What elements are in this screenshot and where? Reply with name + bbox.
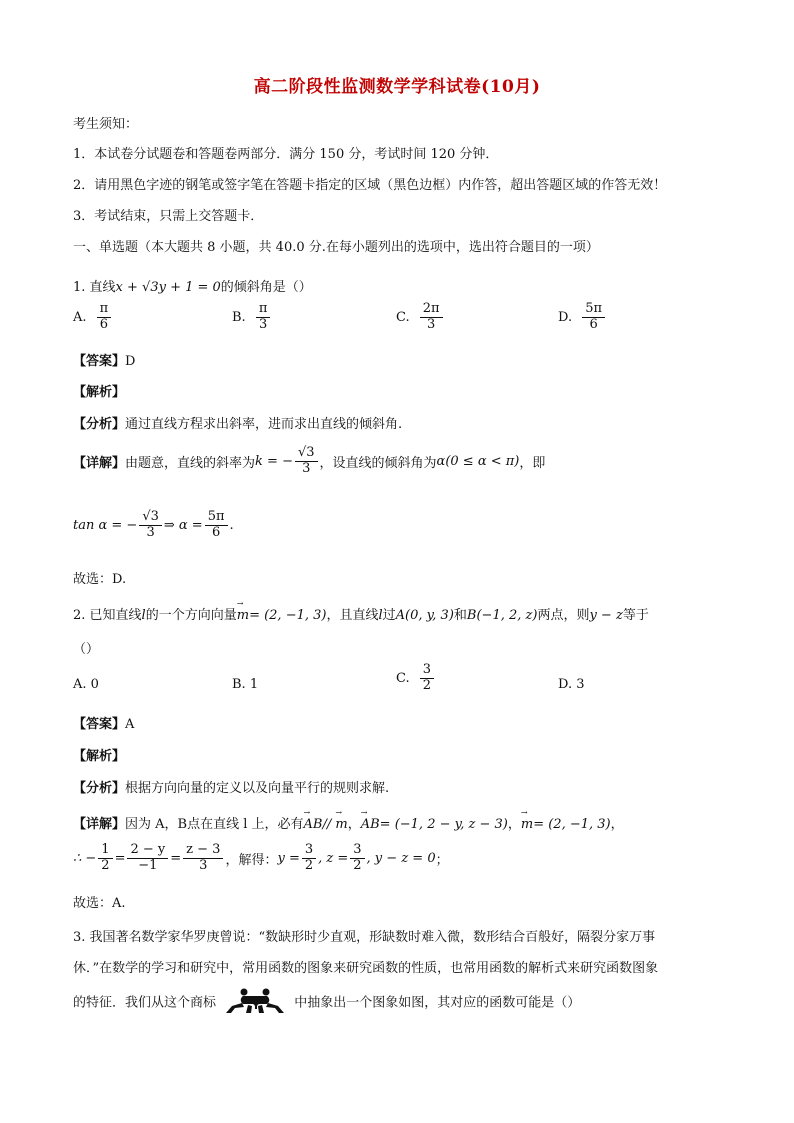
eq-sign: = (114, 850, 126, 866)
frac-num: √3 (295, 446, 318, 462)
notice-item-1: 1．本试卷分试题卷和答题卷两部分．满分 150 分，考试时间 120 分钟． (73, 147, 499, 162)
q2-conclusion: 故选：A. (73, 896, 126, 911)
y-eq: y = (277, 850, 300, 866)
q1-equation: x + √3y + 1 = 0 (115, 280, 221, 295)
kappa-logo-icon (224, 988, 286, 1014)
section-heading: 一、单选题（本大题共 8 小题，共 40.0 分.在每小题列出的选项中，选出符合题目的一项） (73, 240, 599, 255)
q3-line-2: 休．”在数学的学习和研究中，常用函数的图象来研究函数的性质，也常用函数的解析式来研究函数图象 (73, 961, 659, 976)
q2-fenxi (73, 777, 389, 796)
frac-num: 3 (302, 843, 316, 859)
q2-analysis-tag: 【解析】 (73, 749, 126, 764)
notice-item-3: 3．考试结束，只需上交答题卡． (73, 209, 264, 224)
vector-ab-2: → AB (361, 817, 380, 832)
xiangjie-tag: 【详解】 (73, 817, 126, 832)
q2-point-b: B(−1, 2, z) (466, 608, 538, 623)
q2-text-c: ，且直线 (326, 608, 379, 623)
q1-xiangjie (73, 446, 545, 477)
option-label: B. (232, 309, 246, 325)
frac-den: 3 (427, 316, 436, 332)
q3-line-3 (73, 988, 580, 1014)
q2-text-e: 和 (453, 608, 467, 623)
frac-den: 3 (302, 460, 311, 476)
q2-option-a (73, 677, 99, 692)
frac-den: 6 (211, 524, 221, 540)
answer-value: D (125, 354, 136, 369)
xiangjie-text-b: ，设直线的倾斜角为 (319, 455, 437, 471)
option-label: B. (232, 677, 246, 692)
option-label: D. (558, 309, 573, 325)
q1-option-a (73, 302, 113, 333)
tan-end: . (229, 517, 234, 533)
xiangjie-text-a: 因为 A，B点在直线 l 上，必有 (125, 817, 304, 832)
page-title: 高二阶段性监测数学学科试卷(10月) (253, 77, 541, 97)
q2-vector-m-value: = (2, −1, 3) (249, 608, 327, 623)
xiangjie-text-d: ， (610, 817, 624, 832)
frac-num: 5π (582, 302, 605, 318)
xiangjie-text-c: ， (507, 817, 521, 832)
frac-num: 2 − y (127, 843, 168, 859)
q3-text-b: 中抽象出一个图象如图，其对应的函数可能是（） (294, 995, 581, 1011)
q1-option-c (396, 302, 445, 333)
parallel-symbol: // (322, 817, 336, 832)
q2-y-minus-z: y − z (589, 608, 623, 623)
q2-text-f: 两点，则 (537, 608, 590, 623)
answer-tag: 【答案】 (73, 354, 126, 369)
frac-num: 3 (420, 663, 434, 679)
frac-den: 6 (589, 316, 598, 332)
tan-lhs: tan α = − (73, 517, 138, 533)
fenxi-text: 通过直线方程求出斜率，进而求出直线的倾斜角. (125, 417, 403, 432)
q2-solution-equation (73, 843, 449, 874)
tan-mid: ⇒ α = (163, 517, 203, 533)
frac-num: π (97, 302, 112, 318)
frac-den: −1 (138, 857, 158, 873)
option-text: 3 (576, 677, 585, 692)
q2-point-a: A(0, y, 3) (395, 608, 454, 623)
frac-num: 5π (205, 510, 228, 526)
frac-den: 2 (353, 857, 362, 873)
q2-option-c (396, 663, 436, 694)
q2-text-g: 等于 (622, 608, 649, 623)
q2-option-b (232, 677, 258, 692)
frac-num: z − 3 (183, 843, 223, 859)
vector-ab-value: = (−1, 2 − y, z − 3) (379, 817, 508, 832)
option-label: A. (73, 309, 87, 325)
option-label: C. (396, 309, 410, 325)
q2-stem-line2: （） (73, 642, 100, 657)
q1-conclusion: 故选：D. (73, 572, 127, 587)
answer-value: A (125, 717, 135, 732)
frac-num: 3 (350, 843, 364, 859)
q1-option-d (558, 302, 607, 333)
semicolon: ； (435, 852, 449, 868)
vector-m-value: = (2, −1, 3) (533, 817, 611, 832)
q2-text-b: 的一个方向向量 (145, 608, 237, 623)
q3-line-1: 3. 我国著名数学家华罗庚曾说：“数缺形时少直观，形缺数时难入微，数形结合百般好，隔裂分家万事 (73, 930, 656, 945)
vector-ab: → AB (304, 817, 323, 832)
fenxi-tag: 【分析】 (73, 781, 126, 796)
frac-den: 2 (304, 857, 314, 873)
yz-eq: , y − z = 0 (366, 850, 436, 866)
vector-m: → m (335, 817, 347, 832)
q2-line-l-2: l (378, 608, 383, 623)
xiangjie-text-c: ，即 (519, 455, 546, 471)
q1-tan-equation (73, 510, 234, 541)
q1-fenxi (73, 413, 402, 432)
vector-m-2: → m (521, 817, 533, 832)
frac-den: 3 (146, 524, 155, 540)
option-text: 1 (249, 677, 259, 692)
frac-num: 2π (420, 302, 443, 318)
q1-suffix: 的倾斜角是（） (220, 280, 312, 295)
q1-answer (73, 350, 135, 369)
q2-option-d (558, 677, 585, 692)
frac-den: 3 (258, 316, 268, 332)
q3-text-a: 的特征．我们从这个商标 (73, 995, 217, 1011)
fenxi-text: 根据方向向量的定义以及向量平行的规则求解. (125, 781, 390, 796)
q1-prefix: 1. 直线 (73, 280, 116, 295)
k-lhs: k = − (255, 453, 293, 469)
option-label: C. (396, 670, 410, 686)
q2-line-l: l (141, 608, 146, 623)
notice-heading: 考生须知： (73, 117, 139, 132)
fenxi-tag: 【分析】 (73, 417, 126, 432)
q1-stem (73, 276, 312, 295)
z-eq: , z = (318, 850, 349, 866)
frac-den: 3 (199, 857, 208, 873)
q2-xiangjie (73, 813, 624, 832)
frac-num: π (256, 302, 271, 318)
xiangjie-tag: 【详解】 (73, 455, 126, 471)
frac-num: 1 (98, 843, 112, 859)
xiangjie-text-b: ， (347, 817, 361, 832)
q1-option-b (232, 302, 272, 333)
q2-vector-m: → m (237, 608, 249, 623)
q2-text-d: 过 (382, 608, 396, 623)
q2-answer (73, 713, 134, 732)
option-text: 0 (90, 677, 99, 692)
frac-den: 2 (422, 677, 432, 693)
jiede-text: ，解得： (225, 852, 278, 868)
frac-num: √3 (139, 510, 162, 526)
answer-tag: 【答案】 (73, 717, 126, 732)
q1-analysis-tag: 【解析】 (73, 385, 126, 400)
frac-den: 6 (99, 316, 109, 332)
xiangjie-text-a: 由题意，直线的斜率为 (125, 455, 256, 471)
eq-sign: = (170, 850, 182, 866)
option-label: D. (558, 677, 573, 692)
option-label: A. (73, 677, 87, 692)
alpha-range: α(0 ≤ α < π) (436, 453, 520, 469)
q2-text-a: 2. 已知直线 (73, 608, 142, 623)
notice-item-2: 2．请用黑色字迹的钢笔或签字笔在答题卡指定的区域（黑色边框）内作答，超出答题区域的作答无效！ (73, 178, 667, 193)
q2-stem (73, 604, 649, 623)
therefore: ∴ − (73, 850, 97, 866)
frac-den: 2 (101, 857, 110, 873)
